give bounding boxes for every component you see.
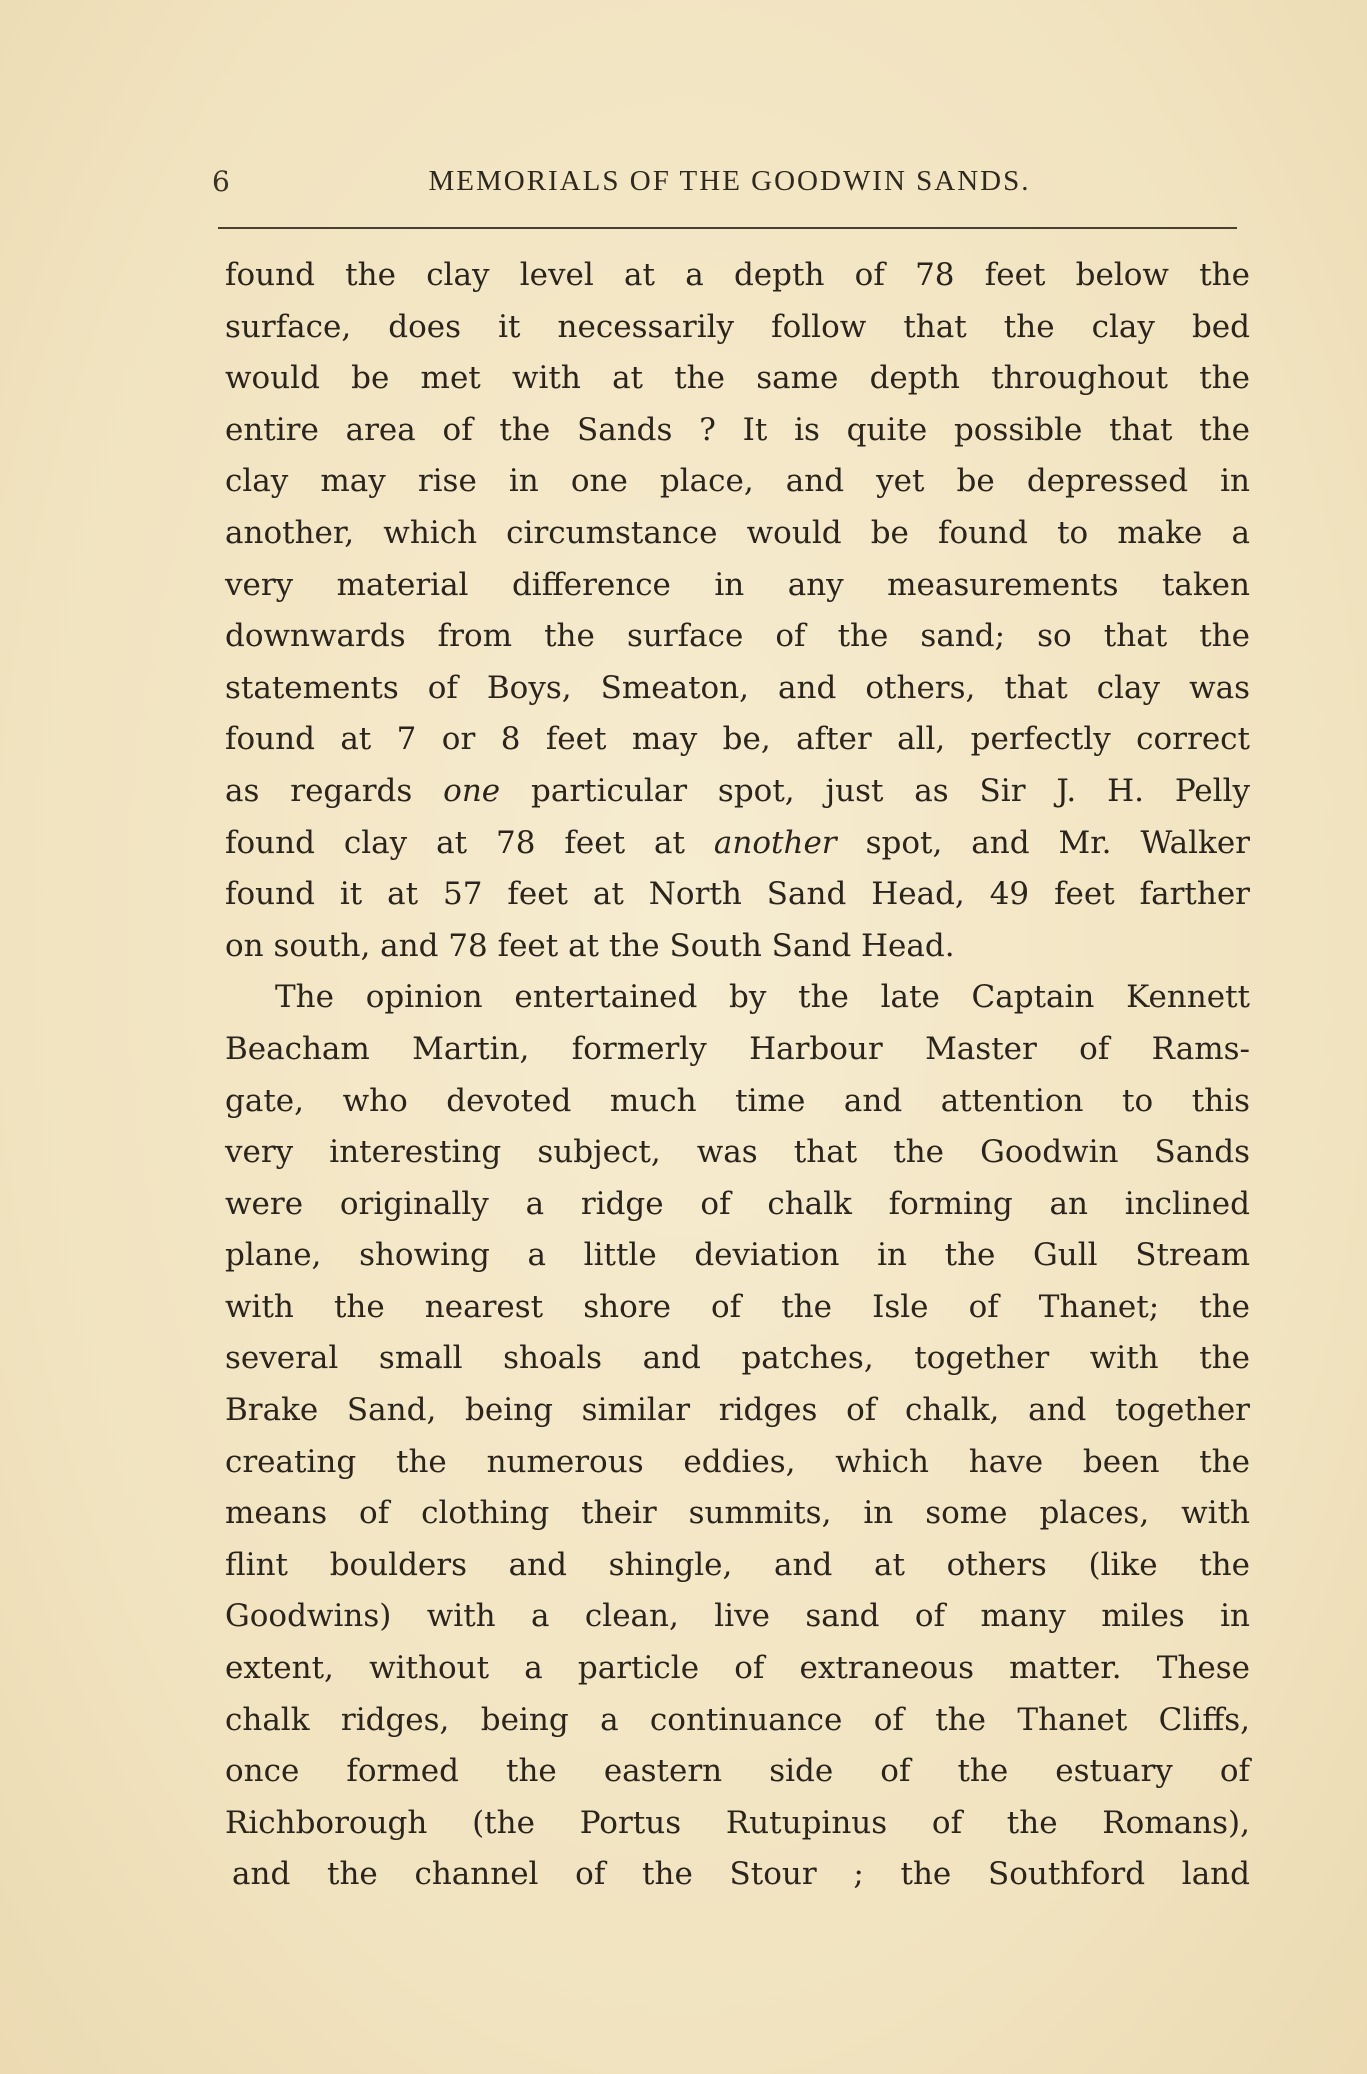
- text-segment: found clay at 78 feet at: [225, 824, 714, 861]
- text-line: [225, 766, 1250, 818]
- text-segment: spot, and Mr. Walker: [836, 824, 1250, 861]
- text-line: with the nearest shore of the Isle of Thanet; the: [225, 1288, 1250, 1325]
- text-line: were originally a ridge of chalk forming an inclined: [225, 1185, 1250, 1222]
- page-number: 6: [212, 165, 230, 198]
- body-text: [225, 250, 1250, 1901]
- running-title: MEMORIALS OF THE GOODWIN SANDS.: [428, 165, 1031, 197]
- text-line: extent, without a particle of extraneous matter. These: [225, 1650, 1250, 1687]
- header-rule: [218, 227, 1237, 229]
- text-line: chalk ridges, being a continuance of the Thanet Cliffs,: [225, 1701, 1250, 1738]
- text-line: very material difference in any measurements taken: [225, 566, 1250, 603]
- text-line: very interesting subject, was that the Goodwin Sands: [225, 1134, 1250, 1171]
- page-header: [212, 165, 1247, 209]
- italic-word: another: [713, 824, 837, 861]
- text-line: [225, 818, 1250, 870]
- text-line: means of clothing their summits, in some places, with: [225, 1495, 1250, 1532]
- text-line: downwards from the surface of the sand; so that the: [225, 618, 1250, 655]
- text-segment: as regards: [225, 772, 444, 809]
- text-segment: particular spot, just as Sir J. H. Pelly: [500, 772, 1250, 809]
- text-line: another, which circumstance would be found to make a: [225, 514, 1250, 551]
- text-line: The opinion entertained by the late Captain Kennett: [275, 979, 1250, 1016]
- text-line: found it at 57 feet at North Sand Head, 49 feet farther: [225, 876, 1250, 913]
- text-line: clay may rise in one place, and yet be depressed in: [225, 463, 1250, 500]
- text-line: Brake Sand, being similar ridges of chalk, and together: [225, 1392, 1250, 1429]
- text-line: entire area of the Sands ? It is quite possible that the: [225, 411, 1250, 448]
- text-line: on south, and 78 feet at the South Sand Head.: [225, 927, 955, 964]
- text-line: Beacham Martin, formerly Harbour Master of Rams-: [225, 1030, 1250, 1067]
- text-line: plane, showing a little deviation in the Gull Stream: [225, 1237, 1250, 1274]
- text-line: found at 7 or 8 feet may be, after all, perfectly correct: [225, 721, 1250, 758]
- text-line: gate, who devoted much time and attention to this: [225, 1082, 1250, 1119]
- text-line: Richborough (the Portus Rutupinus of the Romans),: [225, 1804, 1250, 1841]
- text-line: surface, does it necessarily follow that the clay bed: [225, 308, 1250, 345]
- text-line: creating the numerous eddies, which have been the: [225, 1443, 1250, 1480]
- text-line: statements of Boys, Smeaton, and others, that clay was: [225, 669, 1250, 706]
- text-line: Goodwins) with a clean, live sand of many miles in: [225, 1598, 1250, 1635]
- text-line: would be met with at the same depth throughout the: [225, 360, 1250, 397]
- text-line: and the channel of the Stour ; the Southford land: [232, 1856, 1250, 1893]
- text-line: found the clay level at a depth of 78 feet below the: [225, 257, 1250, 293]
- text-line: once formed the eastern side of the estuary of: [225, 1753, 1250, 1790]
- italic-word: one: [443, 772, 501, 809]
- text-line: several small shoals and patches, together with the: [225, 1340, 1250, 1377]
- text-line: flint boulders and shingle, and at others (like the: [225, 1546, 1250, 1583]
